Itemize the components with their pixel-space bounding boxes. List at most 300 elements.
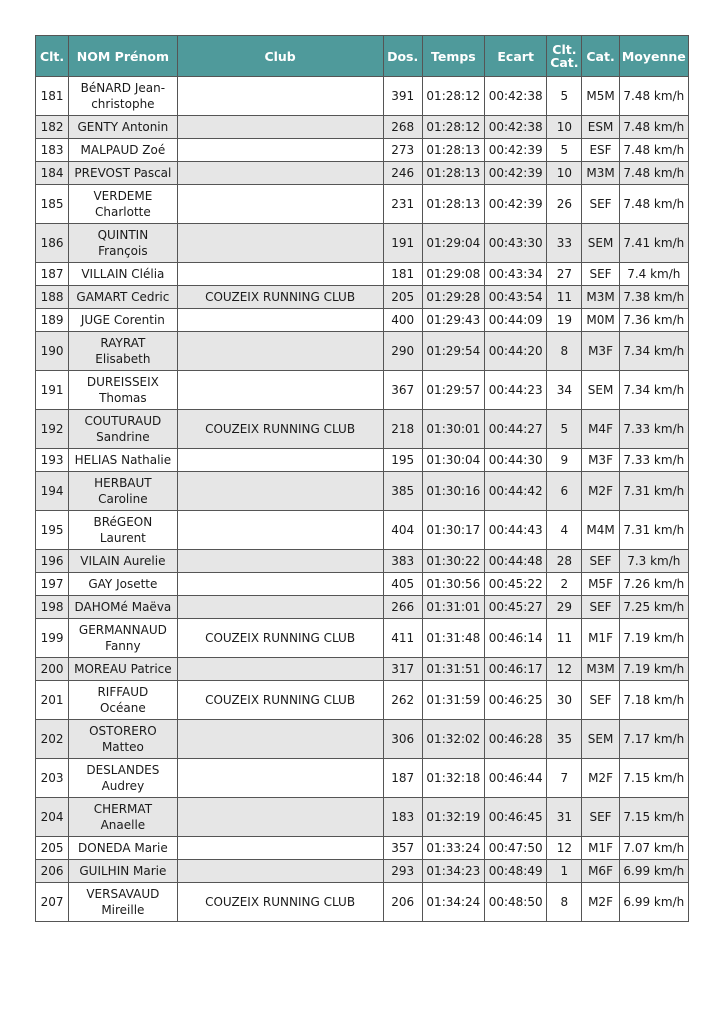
cell-category: ESM (582, 116, 619, 139)
cell-bib: 262 (383, 681, 422, 720)
name-line-1: GAY Josette (88, 577, 158, 591)
cell-bib: 404 (383, 511, 422, 550)
cell-average: 7.48 km/h (619, 116, 688, 139)
cell-average: 7.48 km/h (619, 185, 688, 224)
cell-club (177, 77, 383, 116)
cell-category: SEF (582, 263, 619, 286)
cell-name (69, 798, 177, 837)
header-time: Temps (422, 36, 484, 77)
cell-cat-rank: 34 (547, 371, 582, 410)
name-line-1: CHERMAT (93, 802, 153, 816)
cell-category: M3F (582, 332, 619, 371)
cell-average: 7.3 km/h (619, 550, 688, 573)
cell-gap: 00:42:39 (485, 139, 547, 162)
cell-gap: 00:46:44 (485, 759, 547, 798)
cell-rank: 182 (36, 116, 69, 139)
table-row (36, 720, 689, 759)
cell-rank: 186 (36, 224, 69, 263)
cell-club (177, 472, 383, 511)
cell-gap: 00:43:30 (485, 224, 547, 263)
cell-club: COUZEIX RUNNING CLUB (177, 681, 383, 720)
cell-time: 01:32:19 (422, 798, 484, 837)
cell-name (69, 472, 177, 511)
cell-average: 7.36 km/h (619, 309, 688, 332)
cell-average: 6.99 km/h (619, 883, 688, 922)
header-rank: Clt. (36, 36, 69, 77)
cell-cat-rank: 5 (547, 139, 582, 162)
cell-average: 7.34 km/h (619, 371, 688, 410)
cell-bib: 306 (383, 720, 422, 759)
cell-rank: 203 (36, 759, 69, 798)
cell-name (69, 116, 177, 139)
cell-club (177, 860, 383, 883)
cell-gap: 00:45:27 (485, 596, 547, 619)
table-row (36, 658, 689, 681)
cell-name (69, 550, 177, 573)
cell-category: SEF (582, 596, 619, 619)
cell-category: M6F (582, 860, 619, 883)
table-row (36, 286, 689, 309)
cell-time: 01:34:23 (422, 860, 484, 883)
name-line-1: DONEDA Marie (78, 841, 168, 855)
name-line-2: Océane (99, 701, 146, 715)
cell-time: 01:29:57 (422, 371, 484, 410)
cell-name (69, 596, 177, 619)
cell-cat-rank: 4 (547, 511, 582, 550)
table-row (36, 332, 689, 371)
cell-gap: 00:48:49 (485, 860, 547, 883)
cell-club (177, 309, 383, 332)
cell-category: SEM (582, 371, 619, 410)
cell-cat-rank: 19 (547, 309, 582, 332)
table-row (36, 185, 689, 224)
cell-bib: 411 (383, 619, 422, 658)
cell-rank: 199 (36, 619, 69, 658)
cell-rank: 197 (36, 573, 69, 596)
name-line-2: christophe (91, 97, 155, 111)
cell-time: 01:28:12 (422, 116, 484, 139)
cell-rank: 196 (36, 550, 69, 573)
cell-average: 7.15 km/h (619, 798, 688, 837)
cell-category: M5F (582, 573, 619, 596)
table-row (36, 860, 689, 883)
cell-cat-rank: 5 (547, 410, 582, 449)
cell-rank: 184 (36, 162, 69, 185)
table-row (36, 619, 689, 658)
table-row (36, 573, 689, 596)
cell-bib: 246 (383, 162, 422, 185)
cell-rank: 183 (36, 139, 69, 162)
cell-cat-rank: 30 (547, 681, 582, 720)
header-average: Moyenne (619, 36, 688, 77)
cell-bib: 181 (383, 263, 422, 286)
cell-category: SEF (582, 185, 619, 224)
cell-club (177, 798, 383, 837)
cell-cat-rank: 11 (547, 619, 582, 658)
name-line-1: BéNARD Jean- (80, 81, 166, 95)
cell-category: SEM (582, 224, 619, 263)
cell-gap: 00:46:25 (485, 681, 547, 720)
cell-average: 7.33 km/h (619, 449, 688, 472)
cell-cat-rank: 28 (547, 550, 582, 573)
cell-bib: 268 (383, 116, 422, 139)
cell-name (69, 449, 177, 472)
cell-bib: 383 (383, 550, 422, 573)
header-gap: Ecart (485, 36, 547, 77)
cell-category: M3M (582, 162, 619, 185)
cell-gap: 00:44:20 (485, 332, 547, 371)
cell-bib: 290 (383, 332, 422, 371)
name-line-1: MOREAU Patrice (74, 662, 172, 676)
name-line-1: DUREISSEIX (86, 375, 159, 389)
cell-average: 7.4 km/h (619, 263, 688, 286)
cell-cat-rank: 1 (547, 860, 582, 883)
cell-gap: 00:46:14 (485, 619, 547, 658)
cell-rank: 181 (36, 77, 69, 116)
cell-cat-rank: 12 (547, 837, 582, 860)
name-line-2: Matteo (101, 740, 144, 754)
cell-cat-rank: 10 (547, 162, 582, 185)
header-cat-rank-line2: Cat. (550, 55, 579, 70)
cell-rank: 201 (36, 681, 69, 720)
cell-club (177, 185, 383, 224)
cell-cat-rank: 8 (547, 883, 582, 922)
cell-average: 7.38 km/h (619, 286, 688, 309)
table-row (36, 472, 689, 511)
cell-average: 7.19 km/h (619, 658, 688, 681)
cell-club (177, 263, 383, 286)
cell-cat-rank: 7 (547, 759, 582, 798)
name-line-1: COUTURAUD (84, 414, 162, 428)
cell-rank: 193 (36, 449, 69, 472)
cell-name (69, 410, 177, 449)
cell-club (177, 596, 383, 619)
name-line-2: Charlotte (95, 205, 151, 219)
cell-name (69, 658, 177, 681)
name-line-1: BRéGEON (93, 515, 153, 529)
cell-bib: 273 (383, 139, 422, 162)
cell-club (177, 837, 383, 860)
cell-time: 01:28:12 (422, 77, 484, 116)
table-row (36, 550, 689, 573)
header-category: Cat. (582, 36, 619, 77)
name-line-1: DAHOMé Maëva (74, 600, 172, 614)
header-bib: Dos. (383, 36, 422, 77)
name-line-1: MALPAUD Zoé (80, 143, 166, 157)
cell-time: 01:29:08 (422, 263, 484, 286)
cell-gap: 00:47:50 (485, 837, 547, 860)
cell-average: 7.48 km/h (619, 162, 688, 185)
cell-gap: 00:44:27 (485, 410, 547, 449)
cell-time: 01:29:54 (422, 332, 484, 371)
cell-gap: 00:43:54 (485, 286, 547, 309)
cell-rank: 206 (36, 860, 69, 883)
name-line-1: DESLANDES (86, 763, 160, 777)
cell-gap: 00:48:50 (485, 883, 547, 922)
cell-bib: 191 (383, 224, 422, 263)
cell-cat-rank: 27 (547, 263, 582, 286)
cell-bib: 195 (383, 449, 422, 472)
table-row (36, 837, 689, 860)
cell-name (69, 860, 177, 883)
cell-rank: 190 (36, 332, 69, 371)
cell-gap: 00:45:22 (485, 573, 547, 596)
cell-time: 01:32:18 (422, 759, 484, 798)
header-cat-rank-line1: Clt. (552, 42, 577, 57)
cell-category: M1F (582, 619, 619, 658)
cell-rank: 198 (36, 596, 69, 619)
cell-time: 01:34:24 (422, 883, 484, 922)
cell-average: 7.18 km/h (619, 681, 688, 720)
cell-time: 01:28:13 (422, 185, 484, 224)
name-line-1: RAYRAT (100, 336, 146, 350)
cell-rank: 204 (36, 798, 69, 837)
cell-average: 7.25 km/h (619, 596, 688, 619)
table-row (36, 798, 689, 837)
cell-name (69, 619, 177, 658)
cell-average: 7.48 km/h (619, 139, 688, 162)
cell-cat-rank: 8 (547, 332, 582, 371)
cell-time: 01:28:13 (422, 162, 484, 185)
cell-category: ESF (582, 139, 619, 162)
cell-bib: 205 (383, 286, 422, 309)
cell-category: M4M (582, 511, 619, 550)
cell-name (69, 332, 177, 371)
name-line-2: Mireille (101, 903, 145, 917)
cell-bib: 317 (383, 658, 422, 681)
name-line-1: GUILHIN Marie (79, 864, 167, 878)
cell-category: M2F (582, 883, 619, 922)
header-name: NOM Prénom (69, 36, 177, 77)
table-row (36, 116, 689, 139)
cell-bib: 400 (383, 309, 422, 332)
cell-cat-rank: 29 (547, 596, 582, 619)
cell-bib: 206 (383, 883, 422, 922)
cell-time: 01:29:04 (422, 224, 484, 263)
table-row (36, 759, 689, 798)
cell-club: COUZEIX RUNNING CLUB (177, 286, 383, 309)
cell-gap: 00:46:17 (485, 658, 547, 681)
cell-bib: 367 (383, 371, 422, 410)
name-line-1: VERSAVAUD (86, 887, 160, 901)
cell-category: SEF (582, 798, 619, 837)
results-body (36, 77, 689, 922)
cell-average: 7.26 km/h (619, 573, 688, 596)
cell-cat-rank: 6 (547, 472, 582, 511)
cell-average: 7.31 km/h (619, 472, 688, 511)
cell-cat-rank: 9 (547, 449, 582, 472)
name-line-1: GAMART Cedric (76, 290, 170, 304)
table-row (36, 410, 689, 449)
cell-bib: 385 (383, 472, 422, 511)
cell-rank: 205 (36, 837, 69, 860)
name-line-1: VILLAIN Clélia (81, 267, 165, 281)
cell-category: M2F (582, 472, 619, 511)
cell-gap: 00:42:39 (485, 185, 547, 224)
cell-rank: 194 (36, 472, 69, 511)
cell-time: 01:29:28 (422, 286, 484, 309)
cell-gap: 00:44:43 (485, 511, 547, 550)
cell-rank: 202 (36, 720, 69, 759)
cell-name (69, 309, 177, 332)
table-row (36, 511, 689, 550)
cell-gap: 00:44:48 (485, 550, 547, 573)
name-line-1: PREVOST Pascal (74, 166, 172, 180)
cell-category: SEM (582, 720, 619, 759)
cell-gap: 00:42:39 (485, 162, 547, 185)
cell-club (177, 371, 383, 410)
cell-bib: 218 (383, 410, 422, 449)
name-line-2: François (98, 244, 148, 258)
header-row (36, 36, 689, 77)
cell-gap: 00:44:30 (485, 449, 547, 472)
cell-club (177, 658, 383, 681)
cell-gap: 00:44:42 (485, 472, 547, 511)
cell-average: 7.07 km/h (619, 837, 688, 860)
cell-club (177, 573, 383, 596)
cell-average: 7.15 km/h (619, 759, 688, 798)
cell-cat-rank: 35 (547, 720, 582, 759)
cell-name (69, 511, 177, 550)
cell-time: 01:30:17 (422, 511, 484, 550)
cell-cat-rank: 10 (547, 116, 582, 139)
name-line-1: VILAIN Aurelie (80, 554, 166, 568)
cell-cat-rank: 5 (547, 77, 582, 116)
cell-bib: 183 (383, 798, 422, 837)
cell-time: 01:31:48 (422, 619, 484, 658)
cell-cat-rank: 26 (547, 185, 582, 224)
cell-rank: 185 (36, 185, 69, 224)
cell-gap: 00:46:28 (485, 720, 547, 759)
cell-time: 01:30:01 (422, 410, 484, 449)
cell-category: M2F (582, 759, 619, 798)
cell-club (177, 449, 383, 472)
table-row (36, 162, 689, 185)
cell-category: M5M (582, 77, 619, 116)
cell-bib: 293 (383, 860, 422, 883)
cell-cat-rank: 2 (547, 573, 582, 596)
cell-rank: 207 (36, 883, 69, 922)
cell-club (177, 759, 383, 798)
name-line-2: Sandrine (96, 430, 150, 444)
cell-rank: 195 (36, 511, 69, 550)
cell-name (69, 371, 177, 410)
name-line-2: Elisabeth (95, 352, 151, 366)
table-row (36, 139, 689, 162)
cell-average: 7.48 km/h (619, 77, 688, 116)
table-row (36, 309, 689, 332)
name-line-2: Thomas (99, 391, 147, 405)
cell-category: M4F (582, 410, 619, 449)
name-line-2: Laurent (99, 531, 146, 545)
header-club: Club (177, 36, 383, 77)
cell-average: 7.19 km/h (619, 619, 688, 658)
header-cat-rank (547, 36, 582, 77)
name-line-1: OSTORERO (89, 724, 157, 738)
cell-time: 01:29:43 (422, 309, 484, 332)
cell-time: 01:28:13 (422, 139, 484, 162)
cell-rank: 188 (36, 286, 69, 309)
cell-name (69, 759, 177, 798)
cell-category: M3M (582, 658, 619, 681)
cell-bib: 391 (383, 77, 422, 116)
cell-category: SEF (582, 681, 619, 720)
cell-average: 7.31 km/h (619, 511, 688, 550)
cell-name (69, 573, 177, 596)
cell-time: 01:33:24 (422, 837, 484, 860)
name-line-1: QUINTIN (97, 228, 149, 242)
cell-name (69, 681, 177, 720)
name-line-1: GENTY Antonin (77, 120, 169, 134)
name-line-1: VERDEME (93, 189, 153, 203)
name-line-2: Anaelle (100, 818, 146, 832)
cell-category: SEF (582, 550, 619, 573)
cell-name (69, 77, 177, 116)
cell-name (69, 185, 177, 224)
name-line-1: HELIAS Nathalie (74, 453, 172, 467)
name-line-1: GERMANNAUD (78, 623, 167, 637)
cell-average: 7.17 km/h (619, 720, 688, 759)
cell-club: COUZEIX RUNNING CLUB (177, 410, 383, 449)
table-row (36, 77, 689, 116)
table-row (36, 681, 689, 720)
cell-rank: 187 (36, 263, 69, 286)
table-row (36, 263, 689, 286)
cell-name (69, 139, 177, 162)
cell-average: 6.99 km/h (619, 860, 688, 883)
cell-name (69, 263, 177, 286)
cell-average: 7.34 km/h (619, 332, 688, 371)
name-line-1: RIFFAUD (97, 685, 149, 699)
cell-club (177, 550, 383, 573)
cell-cat-rank: 12 (547, 658, 582, 681)
cell-time: 01:31:51 (422, 658, 484, 681)
cell-bib: 405 (383, 573, 422, 596)
cell-bib: 357 (383, 837, 422, 860)
cell-name (69, 162, 177, 185)
cell-bib: 266 (383, 596, 422, 619)
name-line-2: Audrey (101, 779, 145, 793)
cell-rank: 189 (36, 309, 69, 332)
cell-club (177, 224, 383, 263)
name-line-1: HERBAUT (94, 476, 152, 490)
cell-time: 01:30:56 (422, 573, 484, 596)
table-row (36, 596, 689, 619)
cell-category: M0M (582, 309, 619, 332)
cell-gap: 00:44:23 (485, 371, 547, 410)
cell-name (69, 286, 177, 309)
cell-rank: 200 (36, 658, 69, 681)
cell-category: M3M (582, 286, 619, 309)
cell-gap: 00:42:38 (485, 116, 547, 139)
cell-gap: 00:43:34 (485, 263, 547, 286)
cell-gap: 00:46:45 (485, 798, 547, 837)
cell-gap: 00:42:38 (485, 77, 547, 116)
cell-average: 7.33 km/h (619, 410, 688, 449)
table-row (36, 449, 689, 472)
cell-club: COUZEIX RUNNING CLUB (177, 619, 383, 658)
name-line-2: Caroline (98, 492, 148, 506)
cell-bib: 231 (383, 185, 422, 224)
cell-bib: 187 (383, 759, 422, 798)
cell-time: 01:31:01 (422, 596, 484, 619)
cell-club: COUZEIX RUNNING CLUB (177, 883, 383, 922)
cell-average: 7.41 km/h (619, 224, 688, 263)
cell-time: 01:31:59 (422, 681, 484, 720)
cell-rank: 192 (36, 410, 69, 449)
table-row (36, 883, 689, 922)
cell-cat-rank: 11 (547, 286, 582, 309)
